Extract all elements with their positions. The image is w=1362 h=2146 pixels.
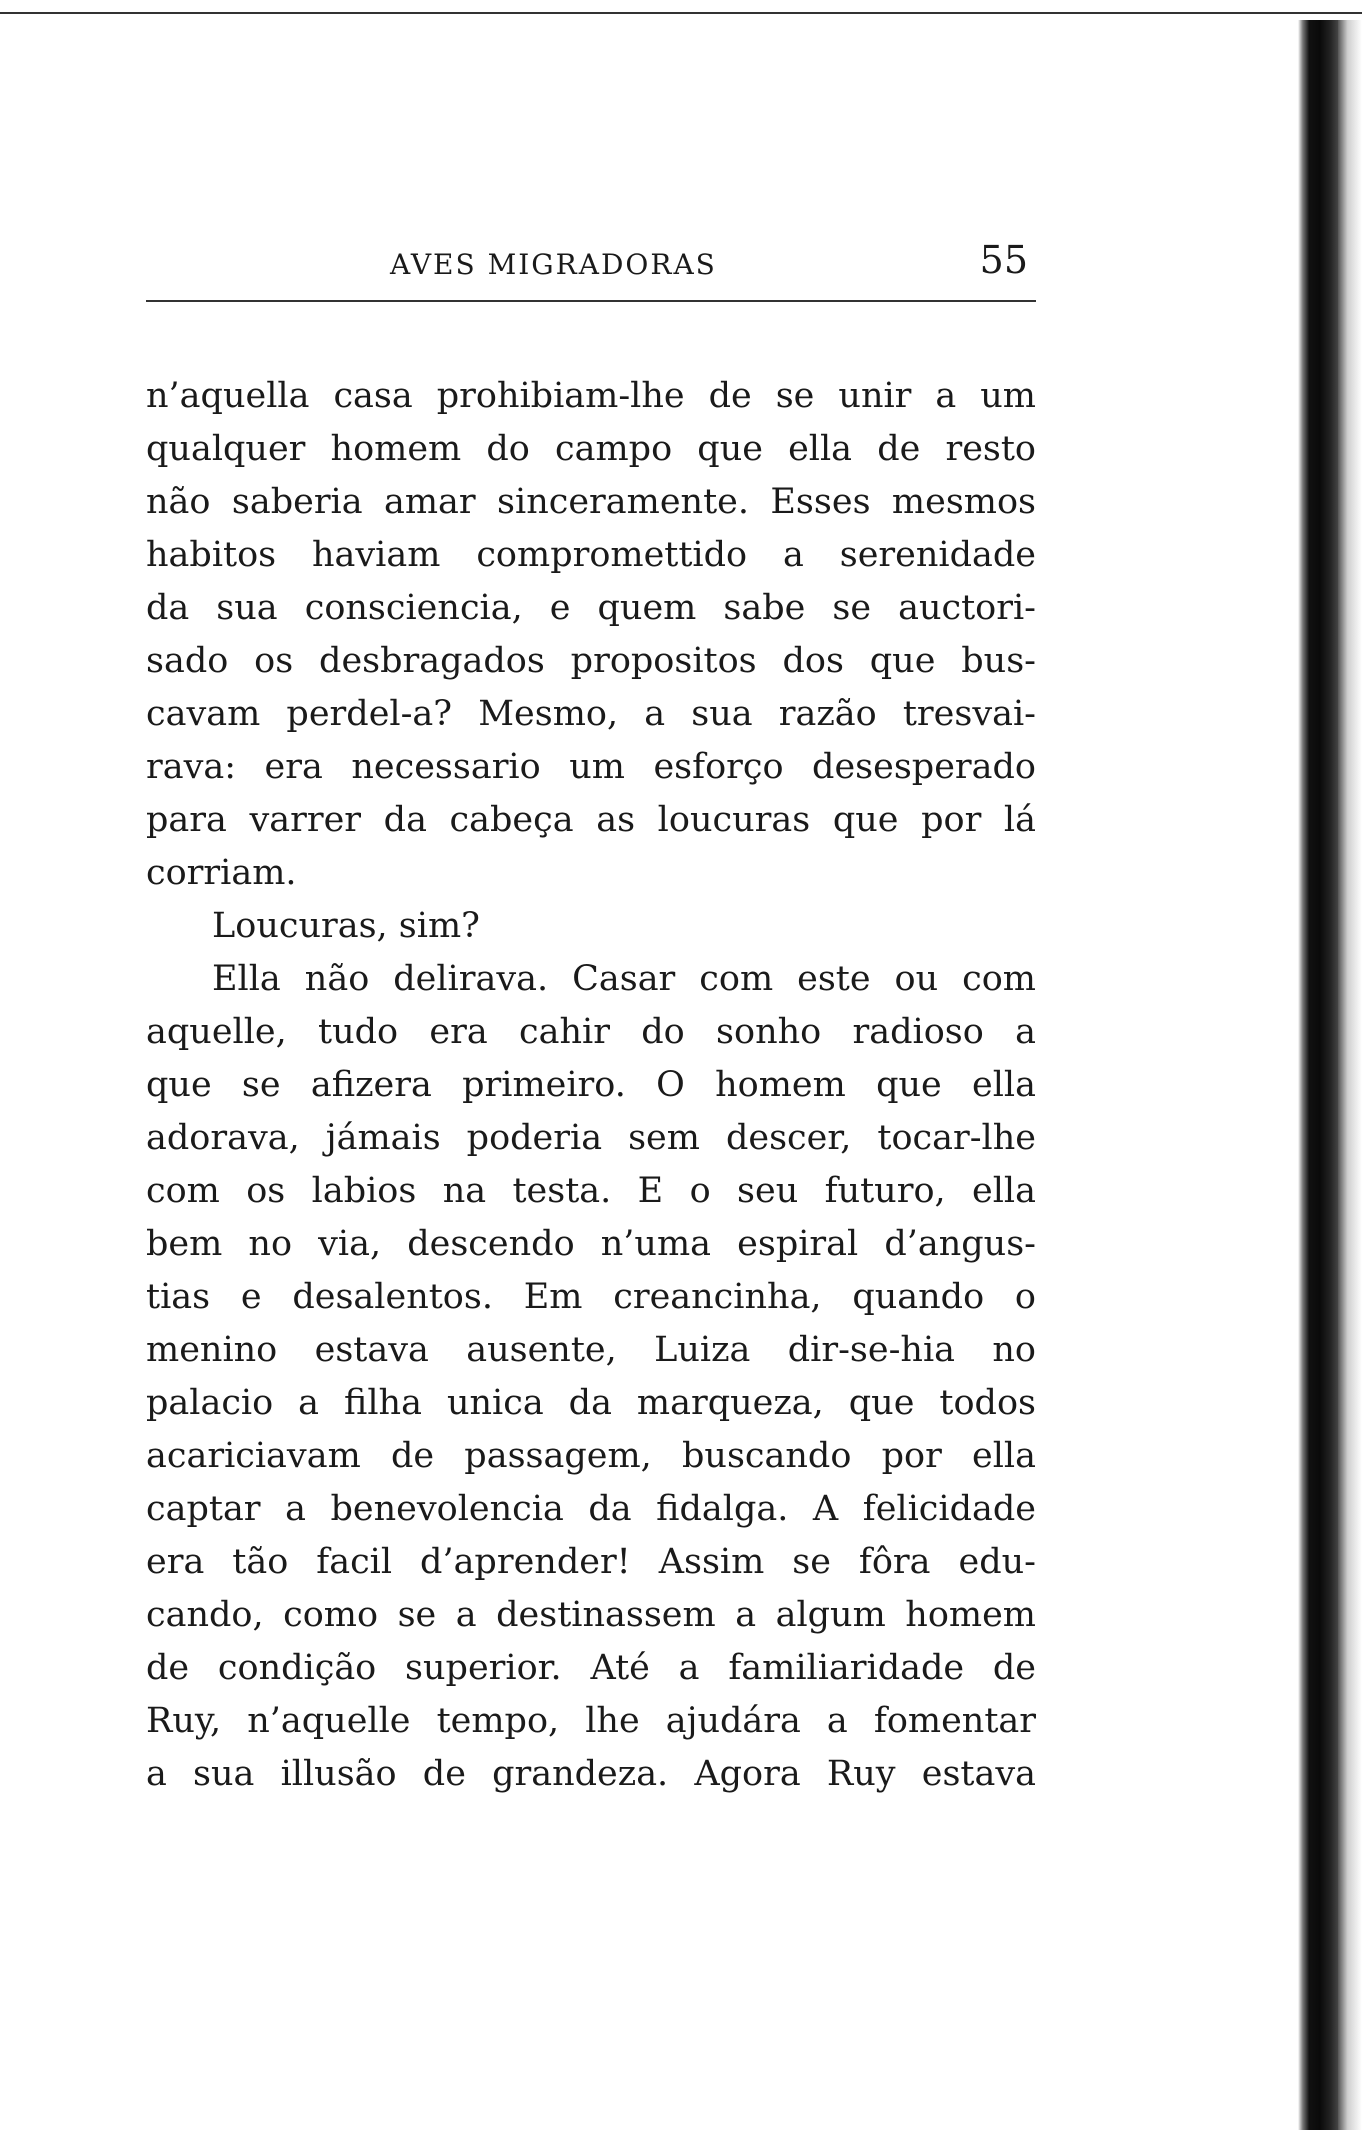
- text-line: captar a benevolencia da fidalga. A felicidade: [146, 1489, 1036, 1529]
- text-line: Ella não delirava. Casar com este ou com: [212, 959, 1036, 999]
- running-title: AVES MIGRADORAS: [390, 248, 717, 281]
- text-line: qualquer homem do campo que ella de resto: [146, 429, 1036, 469]
- text-line: para varrer da cabeça as loucuras que por lá: [146, 800, 1036, 840]
- text-line: cavam perdel-a? Mesmo, a sua razão tresvai-: [146, 694, 1036, 734]
- text-line: Loucuras, sim?: [212, 906, 480, 946]
- text-line: sado os desbragados propositos dos que bus-: [146, 641, 1036, 681]
- text-line: n’aquella casa prohibiam-lhe de se unir a um: [146, 376, 1036, 416]
- text-line: não saberia amar sinceramente. Esses mesmos: [146, 482, 1036, 522]
- book-binding-shadow: [1298, 20, 1338, 2130]
- text-line: de condição superior. Até a familiaridade de: [146, 1648, 1036, 1688]
- text-line: rava: era necessario um esforço desesperado: [146, 747, 1036, 787]
- text-line: a sua illusão de grandeza. Agora Ruy estava: [146, 1754, 1036, 1794]
- text-line: era tão facil d’aprender! Assim se fôra edu-: [146, 1542, 1036, 1582]
- text-line: da sua consciencia, e quem sabe se auctori-: [146, 588, 1036, 628]
- text-line: bem no via, descendo n’uma espiral d’angus-: [146, 1224, 1036, 1264]
- text-line: tias e desalentos. Em creancinha, quando o: [146, 1277, 1036, 1317]
- text-line: adorava, jámais poderia sem descer, tocar-lhe: [146, 1118, 1036, 1158]
- text-line: palacio a filha unica da marqueza, que todos: [146, 1383, 1036, 1423]
- text-line: acariciavam de passagem, buscando por ella: [146, 1436, 1036, 1476]
- text-line: Ruy, n’aquelle tempo, lhe ajudára a fomentar: [146, 1701, 1036, 1741]
- top-page-edge-rule: [0, 12, 1362, 14]
- book-page-edge: [1338, 20, 1362, 2130]
- text-line: habitos haviam compromettido a serenidade: [146, 535, 1036, 575]
- text-line: cando, como se a destinassem a algum homem: [146, 1595, 1036, 1635]
- text-line: aquelle, tudo era cahir do sonho radioso a: [146, 1012, 1036, 1052]
- text-line: corriam.: [146, 853, 297, 893]
- text-line: menino estava ausente, Luiza dir-se-hia no: [146, 1330, 1036, 1370]
- header-rule: [146, 300, 1036, 302]
- text-line: com os labios na testa. E o seu futuro, ella: [146, 1171, 1036, 1211]
- page-header: [146, 238, 1036, 288]
- page-number: 55: [979, 238, 1028, 282]
- text-line: que se afizera primeiro. O homem que ella: [146, 1065, 1036, 1105]
- body-text: [146, 370, 1036, 1801]
